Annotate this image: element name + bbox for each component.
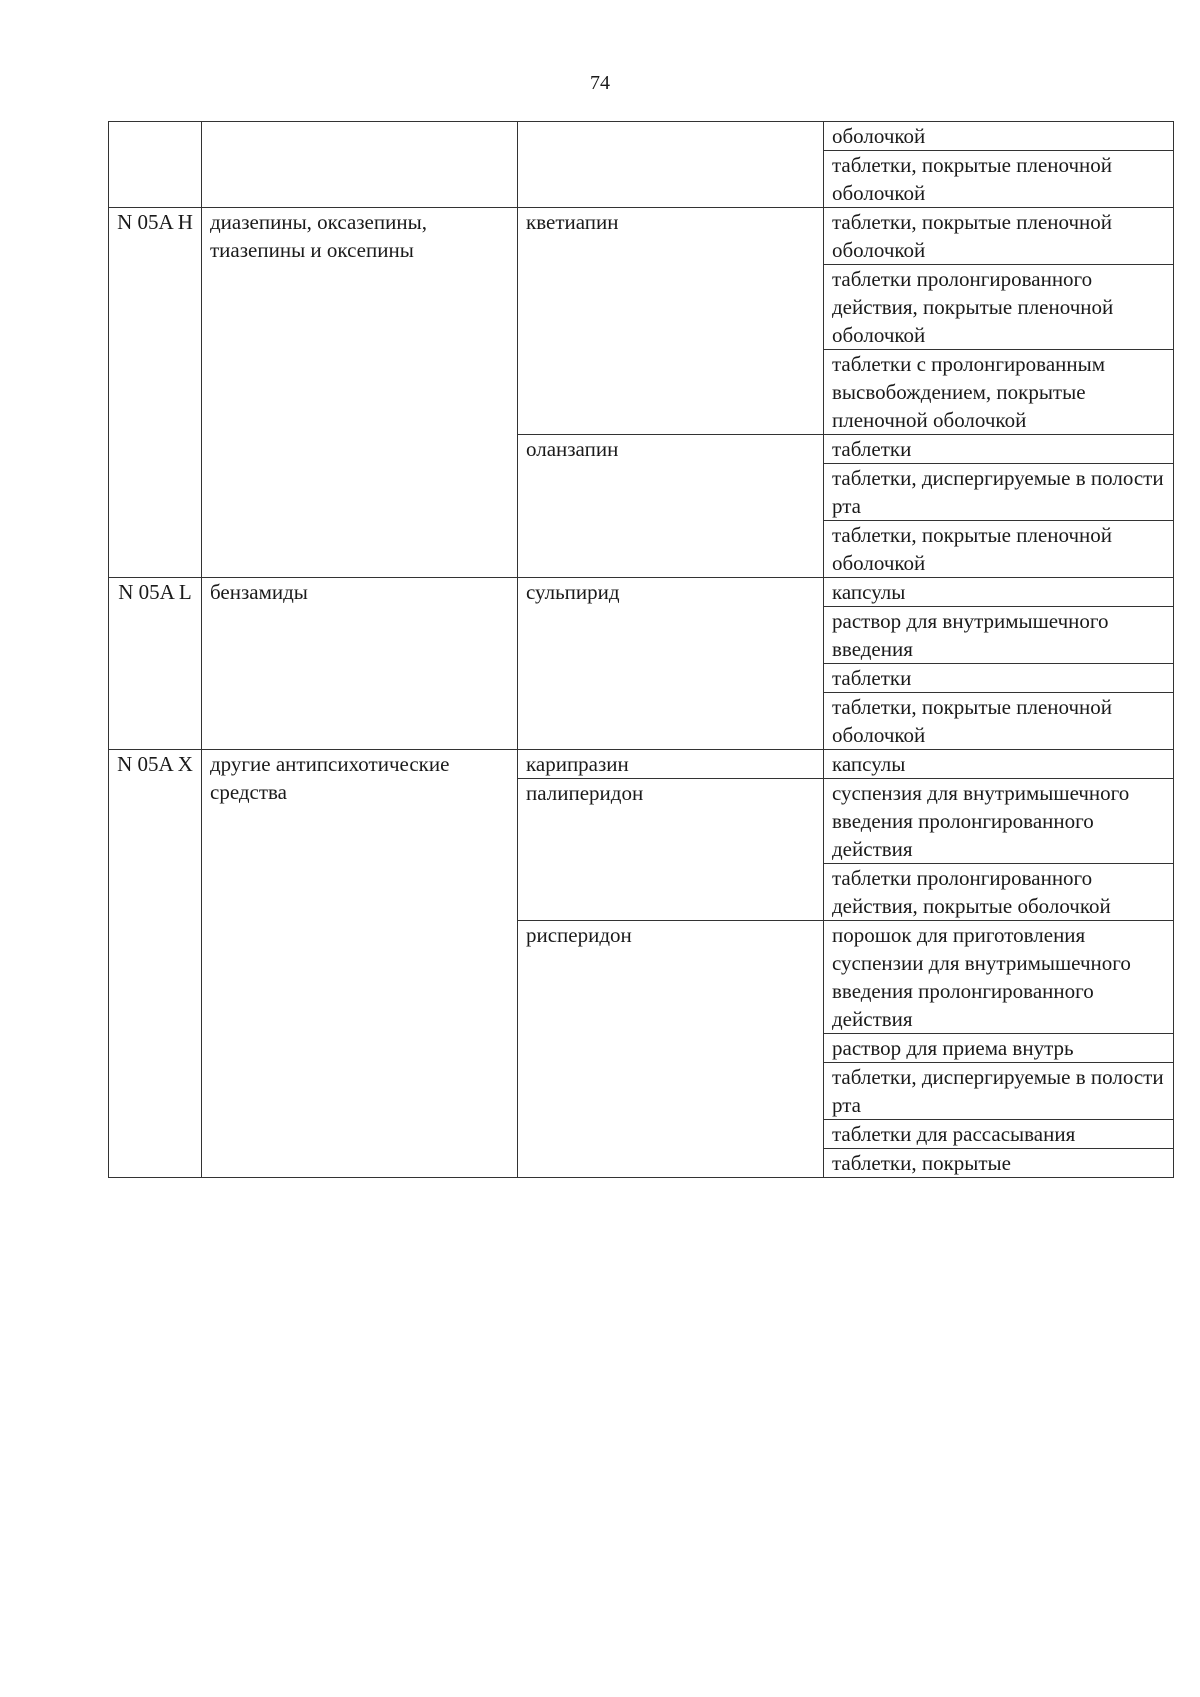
drug-name-cell: сульпирид bbox=[518, 578, 824, 750]
dosage-form-cell: таблетки пролонгированного действия, покрытые оболочкой bbox=[824, 864, 1174, 921]
dosage-form-cell: раствор для приема внутрь bbox=[824, 1034, 1174, 1063]
atc-code-cell: N 05A L bbox=[109, 578, 202, 750]
dosage-form-cell: раствор для внутримышечного введения bbox=[824, 607, 1174, 664]
dosage-form-cell: оболочкой bbox=[824, 122, 1174, 151]
atc-code-cell: N 05A X bbox=[109, 750, 202, 1178]
dosage-form-cell: порошок для приготовления суспензии для внутримышечного введения пролонгированного действия bbox=[824, 921, 1174, 1034]
dosage-form-cell: суспензия для внутримышечного введения пролонгированного действия bbox=[824, 779, 1174, 864]
atc-code-cell bbox=[109, 122, 202, 208]
dosage-form-cell: таблетки, диспергируемые в полости рта bbox=[824, 1063, 1174, 1120]
drug-name-cell: карипразин bbox=[518, 750, 824, 779]
group-name-cell: бензамиды bbox=[202, 578, 518, 750]
dosage-form-cell: капсулы bbox=[824, 750, 1174, 779]
dosage-form-cell: таблетки, диспергируемые в полости рта bbox=[824, 464, 1174, 521]
group-name-cell: диазепины, оксазепины, тиазепины и оксепины bbox=[202, 208, 518, 578]
dosage-form-cell: таблетки, покрытые пленочной оболочкой bbox=[824, 208, 1174, 265]
drug-name-cell: оланзапин bbox=[518, 435, 824, 578]
drug-name-cell: рисперидон bbox=[518, 921, 824, 1178]
table-row bbox=[109, 208, 1174, 265]
group-name-cell: другие антипсихотические средства bbox=[202, 750, 518, 1178]
group-name-cell bbox=[202, 122, 518, 208]
dosage-form-cell: таблетки, покрытые bbox=[824, 1149, 1174, 1178]
dosage-form-cell: таблетки, покрытые пленочной оболочкой bbox=[824, 521, 1174, 578]
dosage-form-cell: таблетки, покрытые пленочной оболочкой bbox=[824, 693, 1174, 750]
drug-name-cell: палиперидон bbox=[518, 779, 824, 921]
dosage-form-cell: таблетки, покрытые пленочной оболочкой bbox=[824, 151, 1174, 208]
drug-name-cell bbox=[518, 122, 824, 208]
dosage-form-cell: таблетки bbox=[824, 664, 1174, 693]
dosage-form-cell: таблетки bbox=[824, 435, 1174, 464]
atc-code-cell: N 05A H bbox=[109, 208, 202, 578]
dosage-form-cell: таблетки для рассасывания bbox=[824, 1120, 1174, 1149]
drug-table bbox=[108, 121, 1174, 1178]
table-row bbox=[109, 750, 1174, 779]
table-row bbox=[109, 122, 1174, 151]
table-row bbox=[109, 578, 1174, 607]
dosage-form-cell: капсулы bbox=[824, 578, 1174, 607]
dosage-form-cell: таблетки с пролонгированным высвобождением, покрытые пленочной оболочкой bbox=[824, 350, 1174, 435]
dosage-form-cell: таблетки пролонгированного действия, покрытые пленочной оболочкой bbox=[824, 265, 1174, 350]
page-number: 74 bbox=[590, 72, 610, 94]
drug-name-cell: кветиапин bbox=[518, 208, 824, 435]
